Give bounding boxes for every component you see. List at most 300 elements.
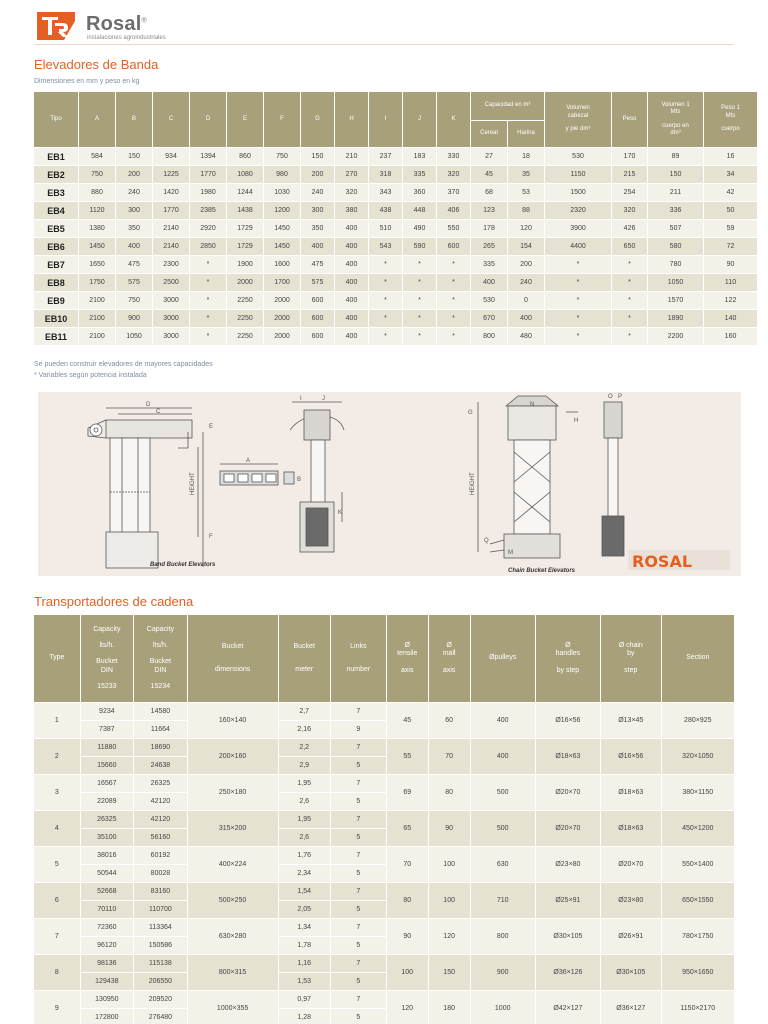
col-header-volumen-1m: Volumen 1 Mts cuerpo en dm³ xyxy=(648,92,704,148)
cell-bucket-dims: 800×315 xyxy=(187,955,278,991)
cell-bucket-meter: 2,6 xyxy=(278,829,330,847)
col-header-c: C xyxy=(153,92,190,148)
table-cell: 300 xyxy=(301,202,335,220)
table-row xyxy=(34,847,735,865)
cell-tipo: EB3 xyxy=(34,184,79,202)
cell-links: 5 xyxy=(330,937,386,955)
table-cell: 2100 xyxy=(79,328,116,346)
col-header-capacity-15233: Capacity lts/h. Bucket DIN 15233 xyxy=(80,615,134,703)
col-header-b: B xyxy=(116,92,153,148)
table-cell: 330 xyxy=(437,148,471,166)
cell-section: 1150×2170 xyxy=(661,991,734,1024)
table-cell: 475 xyxy=(301,256,335,274)
cell-handles: Ø36×126 xyxy=(535,955,600,991)
table-cell: 2100 xyxy=(79,310,116,328)
cell-handles: Ø16×56 xyxy=(535,703,600,739)
table-cell: * xyxy=(369,328,403,346)
header-divider xyxy=(34,44,734,45)
table-cell: 122 xyxy=(704,292,758,310)
table-cell: 1200 xyxy=(264,202,301,220)
label-j: J xyxy=(322,396,325,402)
label-height-chain: HEIGHT xyxy=(470,472,476,495)
table-cell: 400 xyxy=(301,238,335,256)
cell-tipo: EB1 xyxy=(34,148,79,166)
table-cell: 1700 xyxy=(264,274,301,292)
col-header-h: H xyxy=(335,92,369,148)
table-cell: 183 xyxy=(403,148,437,166)
cell-type: 2 xyxy=(34,739,81,775)
col-header-peso-1m: Peso 1 Mts cuerpo xyxy=(704,92,758,148)
label-k: K xyxy=(338,510,343,516)
cell-links: 7 xyxy=(330,847,386,865)
cell-pulleys: 900 xyxy=(470,955,535,991)
table-cell: * xyxy=(190,274,227,292)
col-header-g: G xyxy=(301,92,335,148)
cell-bucket-meter: 2,2 xyxy=(278,739,330,757)
table-row xyxy=(34,328,758,346)
band-elevator-figure xyxy=(88,408,203,568)
table-cell: 68 xyxy=(471,184,508,202)
table-cell: 575 xyxy=(301,274,335,292)
table-cell: 2850 xyxy=(190,238,227,256)
cell-links: 7 xyxy=(330,955,386,973)
elevators-title: Elevadores de Banda xyxy=(34,57,159,72)
cell-tensile: 120 xyxy=(386,991,428,1024)
cell-capacity-15234: 60192 xyxy=(134,847,188,865)
table-cell: 400 xyxy=(116,238,153,256)
cell-capacity-15233: 26325 xyxy=(80,811,134,829)
table-cell: 1729 xyxy=(227,238,264,256)
table-cell: 800 xyxy=(471,328,508,346)
cell-capacity-15234: 150586 xyxy=(134,937,188,955)
table-cell: 1050 xyxy=(648,274,704,292)
table-cell: 1770 xyxy=(153,202,190,220)
cell-tensile: 65 xyxy=(386,811,428,847)
cell-section: 950×1650 xyxy=(661,955,734,991)
table-row xyxy=(34,238,758,256)
cell-links: 7 xyxy=(330,883,386,901)
cell-capacity-15234: 110700 xyxy=(134,901,188,919)
col-header-harina: Harina xyxy=(508,121,545,148)
cell-links: 5 xyxy=(330,793,386,811)
table-cell: * xyxy=(545,274,612,292)
cell-bucket-meter: 1,78 xyxy=(278,937,330,955)
table-cell: 178 xyxy=(471,220,508,238)
cell-bucket-meter: 0,97 xyxy=(278,991,330,1009)
rosal-logo-icon[interactable] xyxy=(34,12,78,40)
table-cell: * xyxy=(437,292,471,310)
table-cell: * xyxy=(369,292,403,310)
col-header-e: E xyxy=(227,92,264,148)
cell-capacity-15233: 72360 xyxy=(80,919,134,937)
col-header-cereal: Cereal xyxy=(471,121,508,148)
cell-bucket-meter: 2,9 xyxy=(278,757,330,775)
table-cell: 900 xyxy=(116,310,153,328)
cell-type: 3 xyxy=(34,775,81,811)
table-cell: 1420 xyxy=(153,184,190,202)
brand-name[interactable]: Rosal® xyxy=(86,13,147,35)
cell-links: 7 xyxy=(330,991,386,1009)
table-cell: 600 xyxy=(437,238,471,256)
cell-pulleys: 500 xyxy=(470,811,535,847)
table-cell: * xyxy=(369,256,403,274)
cell-capacity-15234: 14580 xyxy=(134,703,188,721)
table-cell: 1900 xyxy=(227,256,264,274)
cell-capacity-15233: 38016 xyxy=(80,847,134,865)
table-cell: 543 xyxy=(369,238,403,256)
table-cell: * xyxy=(190,310,227,328)
table-cell: 2100 xyxy=(79,292,116,310)
table-cell: 750 xyxy=(264,148,301,166)
table-cell: 240 xyxy=(301,184,335,202)
conveyors-title: Transportadores de cadena xyxy=(34,594,194,609)
note-capacities: Se pueden construir elevadores de mayores capacidades xyxy=(34,361,213,368)
cell-tipo: EB7 xyxy=(34,256,79,274)
table-cell: 860 xyxy=(227,148,264,166)
cell-capacity-15234: 80028 xyxy=(134,865,188,883)
cell-links: 5 xyxy=(330,1009,386,1024)
cell-capacity-15234: 11664 xyxy=(134,721,188,739)
cell-bucket-meter: 2,16 xyxy=(278,721,330,739)
table-cell: * xyxy=(545,292,612,310)
col-header-bucket-meter: Bucket meter xyxy=(278,615,330,703)
cell-capacity-15233: 50544 xyxy=(80,865,134,883)
col-header-j: J xyxy=(403,92,437,148)
cell-type: 5 xyxy=(34,847,81,883)
cell-bucket-dims: 160×140 xyxy=(187,703,278,739)
table-cell: 1438 xyxy=(227,202,264,220)
cell-capacity-15233: 35100 xyxy=(80,829,134,847)
table-row xyxy=(34,883,735,901)
table-cell: 35 xyxy=(508,166,545,184)
table-cell: 42 xyxy=(704,184,758,202)
table-cell: 350 xyxy=(301,220,335,238)
table-cell: 2385 xyxy=(190,202,227,220)
table-row xyxy=(34,775,735,793)
table-cell: 3900 xyxy=(545,220,612,238)
cell-tensile: 55 xyxy=(386,739,428,775)
table-row xyxy=(34,703,735,721)
table-cell: 2320 xyxy=(545,202,612,220)
cell-type: 9 xyxy=(34,991,81,1024)
col-header-d: D xyxy=(190,92,227,148)
table-cell: 150 xyxy=(116,148,153,166)
table-row xyxy=(34,184,758,202)
table-row xyxy=(34,991,735,1009)
table-row xyxy=(34,148,758,166)
table-cell: 2200 xyxy=(648,328,704,346)
cell-bucket-dims: 630×280 xyxy=(187,919,278,955)
table-cell: 400 xyxy=(335,328,369,346)
table-cell: * xyxy=(190,256,227,274)
table-row xyxy=(34,919,735,937)
cell-chain: Ø18×63 xyxy=(601,775,662,811)
table-cell: * xyxy=(437,328,471,346)
table-cell: 360 xyxy=(403,184,437,202)
cell-section: 380×1150 xyxy=(661,775,734,811)
table-cell: 4400 xyxy=(545,238,612,256)
cell-capacity-15234: 206550 xyxy=(134,973,188,991)
col-header-bucket-dims: Bucket dimensions xyxy=(187,615,278,703)
cell-capacity-15233: 130950 xyxy=(80,991,134,1009)
col-header-pulleys: Øpulleys xyxy=(470,615,535,703)
table-cell: 750 xyxy=(79,166,116,184)
cell-capacity-15233: 70110 xyxy=(80,901,134,919)
cell-capacity-15234: 113364 xyxy=(134,919,188,937)
cell-mall: 60 xyxy=(428,703,470,739)
cell-bucket-dims: 400×224 xyxy=(187,847,278,883)
drawing-logo: ROSAL xyxy=(632,552,693,571)
cell-bucket-meter: 2,05 xyxy=(278,901,330,919)
table-cell: 1450 xyxy=(79,238,116,256)
cell-mall: 120 xyxy=(428,919,470,955)
cell-capacity-15234: 18690 xyxy=(134,739,188,757)
table-cell: 448 xyxy=(403,202,437,220)
cell-links: 7 xyxy=(330,919,386,937)
cell-type: 6 xyxy=(34,883,81,919)
table-cell: 2000 xyxy=(264,310,301,328)
cell-links: 7 xyxy=(330,775,386,793)
cell-chain: Ø16×56 xyxy=(601,739,662,775)
table-cell: * xyxy=(403,328,437,346)
cell-links: 7 xyxy=(330,703,386,721)
cell-pulleys: 400 xyxy=(470,739,535,775)
table-cell: 3000 xyxy=(153,328,190,346)
table-cell: 18 xyxy=(508,148,545,166)
cell-type: 4 xyxy=(34,811,81,847)
table-cell: 110 xyxy=(704,274,758,292)
cell-capacity-15233: 52668 xyxy=(80,883,134,901)
col-header-capacity-15234: Capacity lts/h. Bucket DIN 15234 xyxy=(134,615,188,703)
cell-handles: Ø20×70 xyxy=(535,775,600,811)
table-row xyxy=(34,292,758,310)
table-cell: * xyxy=(545,310,612,328)
cell-mall: 180 xyxy=(428,991,470,1024)
cell-capacity-15233: 22089 xyxy=(80,793,134,811)
cell-links: 5 xyxy=(330,865,386,883)
table-cell: 200 xyxy=(508,256,545,274)
label-n: N xyxy=(530,402,535,408)
col-header-type: Type xyxy=(34,615,81,703)
cell-links: 7 xyxy=(330,739,386,757)
table-cell: 1030 xyxy=(264,184,301,202)
table-cell: 240 xyxy=(508,274,545,292)
table-cell: 584 xyxy=(79,148,116,166)
table-cell: 750 xyxy=(116,292,153,310)
cell-capacity-15234: 42120 xyxy=(134,811,188,829)
cell-bucket-meter: 1,54 xyxy=(278,883,330,901)
cell-bucket-meter: 1,34 xyxy=(278,919,330,937)
table-cell: * xyxy=(190,292,227,310)
table-cell: 3000 xyxy=(153,310,190,328)
cell-section: 780×1750 xyxy=(661,919,734,955)
table-cell: 343 xyxy=(369,184,403,202)
table-cell: 237 xyxy=(369,148,403,166)
table-cell: * xyxy=(403,256,437,274)
cell-chain: Ø13×45 xyxy=(601,703,662,739)
table-cell: 2140 xyxy=(153,238,190,256)
table-cell: 200 xyxy=(116,166,153,184)
cell-capacity-15233: 129438 xyxy=(80,973,134,991)
cell-chain: Ø20×70 xyxy=(601,847,662,883)
cell-tipo: EB4 xyxy=(34,202,79,220)
table-cell: 380 xyxy=(335,202,369,220)
cell-pulleys: 1000 xyxy=(470,991,535,1024)
table-cell: 90 xyxy=(704,256,758,274)
table-cell: 336 xyxy=(648,202,704,220)
col-header-k: K xyxy=(437,92,471,148)
table-cell: 34 xyxy=(704,166,758,184)
col-header-links: Links number xyxy=(330,615,386,703)
table-cell: 426 xyxy=(612,220,648,238)
table-cell: 2250 xyxy=(227,310,264,328)
cell-bucket-dims: 315×200 xyxy=(187,811,278,847)
table-cell: 400 xyxy=(335,220,369,238)
table-cell: 53 xyxy=(508,184,545,202)
table-cell: * xyxy=(369,310,403,328)
table-cell: 335 xyxy=(403,166,437,184)
table-cell: * xyxy=(403,274,437,292)
cell-bucket-meter: 2,6 xyxy=(278,793,330,811)
cell-tipo: EB2 xyxy=(34,166,79,184)
table-cell: 240 xyxy=(116,184,153,202)
table-cell: * xyxy=(545,256,612,274)
cell-bucket-meter: 1,76 xyxy=(278,847,330,865)
label-g: G xyxy=(468,410,473,416)
table-cell: * xyxy=(403,292,437,310)
table-cell: 2920 xyxy=(190,220,227,238)
cell-bucket-dims: 500×250 xyxy=(187,883,278,919)
table-cell: 211 xyxy=(648,184,704,202)
cell-type: 1 xyxy=(34,703,81,739)
table-cell: 89 xyxy=(648,148,704,166)
cell-capacity-15233: 9234 xyxy=(80,703,134,721)
table-cell: * xyxy=(612,292,648,310)
label-c: C xyxy=(156,409,161,415)
table-cell: 1650 xyxy=(79,256,116,274)
cell-capacity-15234: 115138 xyxy=(134,955,188,973)
table-cell: 1729 xyxy=(227,220,264,238)
cell-handles: Ø18×63 xyxy=(535,739,600,775)
cell-mall: 80 xyxy=(428,775,470,811)
table-cell: 1500 xyxy=(545,184,612,202)
table-row xyxy=(34,220,758,238)
cell-pulleys: 400 xyxy=(470,703,535,739)
table-cell: 350 xyxy=(116,220,153,238)
table-row xyxy=(34,256,758,274)
table-cell: 120 xyxy=(508,220,545,238)
cell-chain: Ø36×127 xyxy=(601,991,662,1024)
cell-handles: Ø30×105 xyxy=(535,919,600,955)
label-f: F xyxy=(209,534,213,540)
table-cell: 438 xyxy=(369,202,403,220)
col-header-mall-axis: Ø mall axis xyxy=(428,615,470,703)
table-cell: 3000 xyxy=(153,292,190,310)
table-cell: 1570 xyxy=(648,292,704,310)
table-row xyxy=(34,955,735,973)
cell-tensile: 69 xyxy=(386,775,428,811)
cell-chain: Ø26×91 xyxy=(601,919,662,955)
col-header-i: I xyxy=(369,92,403,148)
label-height-band: HEIGHT xyxy=(190,472,196,495)
cell-section: 280×925 xyxy=(661,703,734,739)
cell-bucket-meter: 2,34 xyxy=(278,865,330,883)
table-cell: 400 xyxy=(471,274,508,292)
col-header-tensile-axis: Ø tensile axis xyxy=(386,615,428,703)
cell-bucket-dims: 200×160 xyxy=(187,739,278,775)
cell-bucket-meter: 2,7 xyxy=(278,703,330,721)
cell-capacity-15233: 98136 xyxy=(80,955,134,973)
cell-capacity-15234: 56160 xyxy=(134,829,188,847)
cell-type: 8 xyxy=(34,955,81,991)
table-cell: 600 xyxy=(301,292,335,310)
bucket-figure xyxy=(220,464,294,485)
table-cell: 980 xyxy=(264,166,301,184)
table-cell: 400 xyxy=(335,310,369,328)
cell-tipo: EB9 xyxy=(34,292,79,310)
table-cell: 254 xyxy=(612,184,648,202)
cell-bucket-meter: 1,53 xyxy=(278,973,330,991)
cell-tensile: 80 xyxy=(386,883,428,919)
cell-bucket-meter: 1,28 xyxy=(278,1009,330,1024)
band-caption: Band Bucket Elevators xyxy=(150,562,216,568)
cell-type: 7 xyxy=(34,919,81,955)
col-header-chain: Ø chain by step xyxy=(601,615,662,703)
cell-handles: Ø23×80 xyxy=(535,847,600,883)
cell-tensile: 45 xyxy=(386,703,428,739)
table-cell: * xyxy=(545,328,612,346)
table-cell: 600 xyxy=(301,328,335,346)
elevators-subtitle: Dimensiones en mm y peso en kg xyxy=(34,78,140,85)
cell-capacity-15234: 209520 xyxy=(134,991,188,1009)
table-row xyxy=(34,274,758,292)
table-cell: 507 xyxy=(648,220,704,238)
table-cell: * xyxy=(190,328,227,346)
cell-mall: 70 xyxy=(428,739,470,775)
cell-capacity-15234: 83160 xyxy=(134,883,188,901)
table-cell: 210 xyxy=(335,148,369,166)
label-p: P xyxy=(618,394,623,400)
table-cell: 300 xyxy=(116,202,153,220)
table-cell: * xyxy=(612,310,648,328)
table-cell: * xyxy=(369,274,403,292)
cell-capacity-15233: 7387 xyxy=(80,721,134,739)
table-cell: 154 xyxy=(508,238,545,256)
cell-tipo: EB8 xyxy=(34,274,79,292)
cell-tensile: 100 xyxy=(386,955,428,991)
brand-tagline: instalaciones agroindustriales xyxy=(87,35,166,41)
table-cell: 320 xyxy=(437,166,471,184)
table-cell: 150 xyxy=(301,148,335,166)
table-cell: 1150 xyxy=(545,166,612,184)
table-cell: 1450 xyxy=(264,220,301,238)
table-cell: 400 xyxy=(508,310,545,328)
table-cell: 1225 xyxy=(153,166,190,184)
table-cell: 880 xyxy=(79,184,116,202)
table-cell: 1394 xyxy=(190,148,227,166)
cell-section: 650×1550 xyxy=(661,883,734,919)
table-cell: 1050 xyxy=(116,328,153,346)
table-cell: 2250 xyxy=(227,328,264,346)
cell-pulleys: 630 xyxy=(470,847,535,883)
table-cell: 2300 xyxy=(153,256,190,274)
table-cell: 475 xyxy=(116,256,153,274)
table-row xyxy=(34,166,758,184)
table-cell: 1244 xyxy=(227,184,264,202)
table-cell: 480 xyxy=(508,328,545,346)
table-cell: 400 xyxy=(335,274,369,292)
table-cell: 27 xyxy=(471,148,508,166)
